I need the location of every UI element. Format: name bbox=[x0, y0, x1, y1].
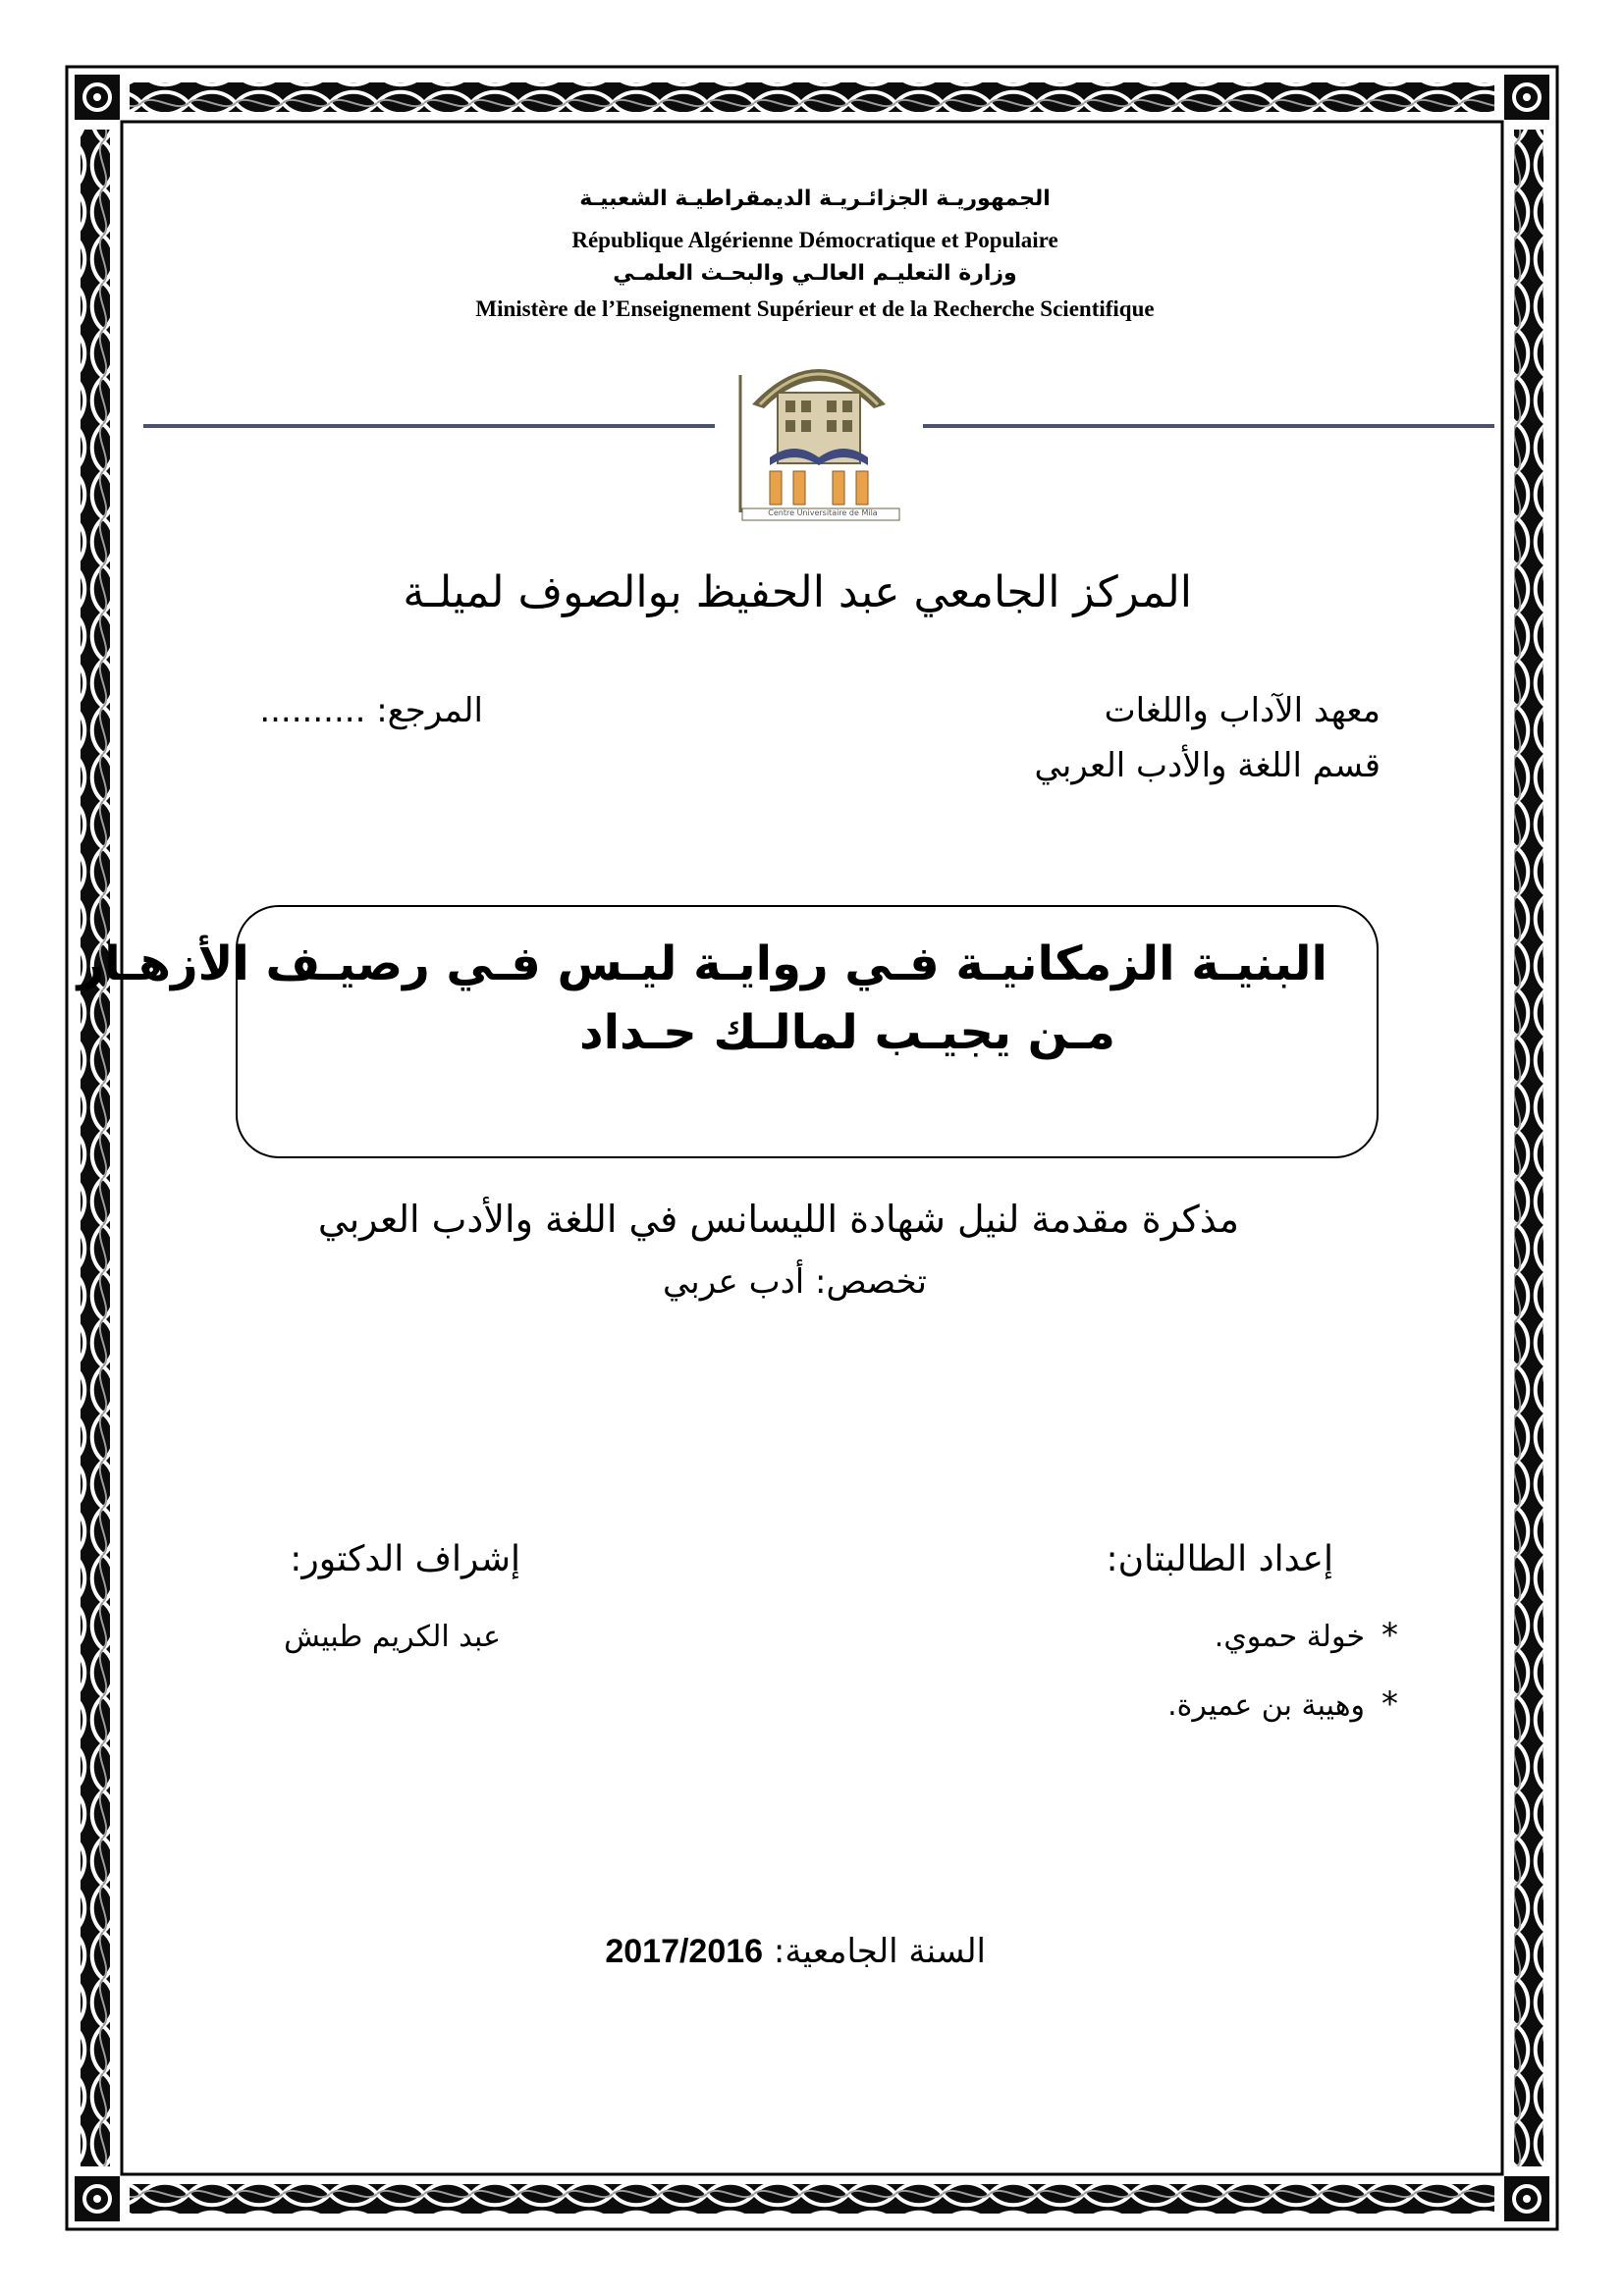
university-logo bbox=[731, 336, 907, 522]
student-2-bullet: * bbox=[1381, 1684, 1398, 1724]
republic-name-arabic: الجمهوريـة الجزائـريـة الديمقراطيـة الشعبيـة bbox=[579, 187, 1051, 211]
university-name: المركز الجامعي عبد الحفيظ بوالصوف لميلـة bbox=[403, 567, 1192, 617]
republic-name-french: République Algérienne Démocratique et Populaire bbox=[571, 228, 1058, 252]
supervisor-name: عبد الكريم طبيش bbox=[284, 1620, 501, 1654]
degree-statement: مذكرة مقدمة لنيل شهادة الليسانس في اللغة والأدب العربي bbox=[317, 1198, 1239, 1241]
student-1-bullet: * bbox=[1381, 1616, 1398, 1655]
student-1-name: خولة حموي. bbox=[1214, 1620, 1365, 1654]
specialty: تخصص: أدب عربي bbox=[662, 1262, 927, 1302]
students-label: إعداد الطالبتان: bbox=[1106, 1539, 1333, 1579]
ministry-name-french: Ministère de l’Enseignement Supérieur et de la Recherche Scientifique bbox=[475, 296, 1155, 321]
student-2-name: وهيبة بن عميرة. bbox=[1167, 1688, 1365, 1723]
institute-name: معهد الآداب واللغات bbox=[1104, 691, 1380, 730]
thesis-title-box bbox=[77, 905, 1379, 1158]
supervisor-label: إشراف الدكتور: bbox=[290, 1539, 520, 1579]
academic-year-label: السنة الجامعية: bbox=[773, 1932, 986, 1971]
reference-number: المرجع: .......... bbox=[259, 691, 483, 730]
department-name: قسم اللغة والأدب العربي bbox=[1034, 746, 1380, 785]
logo-caption: Centre Universitaire de Mila bbox=[768, 508, 878, 517]
academic-year bbox=[605, 1932, 986, 1971]
thesis-title-line-1: البنيـة الزمكانيـة فـي روايـة ليـس فـي رصيـف الأزهـار bbox=[77, 936, 1327, 991]
ministry-name-arabic: وزارة التعليـم العالـي والبحـث العلمـي bbox=[613, 261, 1017, 286]
thesis-title-line-2: مـن يجيـب لمالـك حـداد bbox=[578, 1005, 1115, 1060]
header-rule-right bbox=[923, 424, 1494, 428]
header-rule-left bbox=[143, 424, 715, 428]
academic-year-value: 2017/2016 bbox=[605, 1933, 764, 1970]
